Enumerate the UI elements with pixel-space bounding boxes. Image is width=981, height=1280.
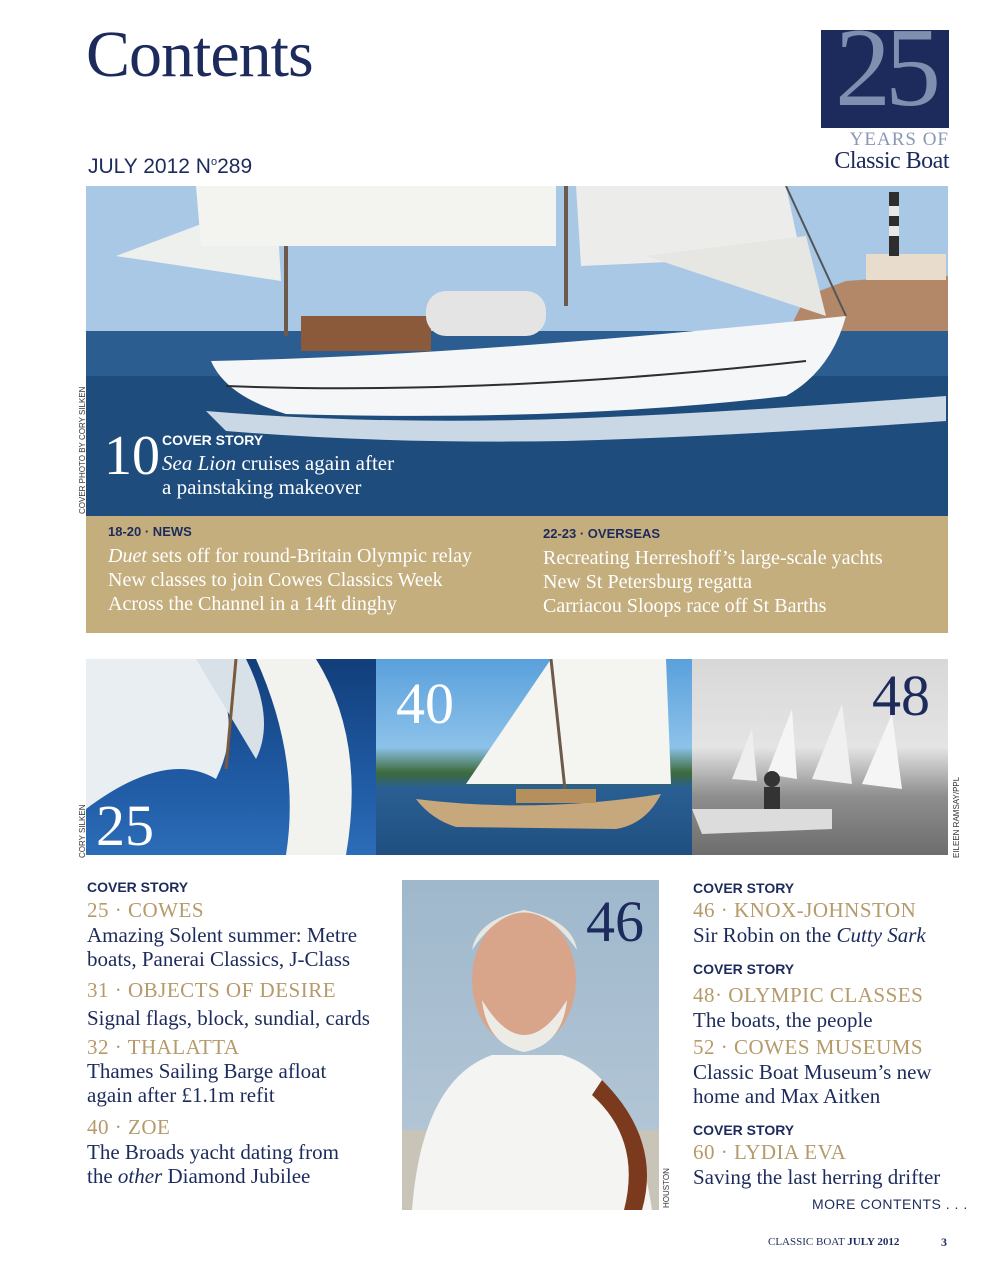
knox-line1 xyxy=(693,923,926,947)
logo-number: 25 xyxy=(835,6,935,130)
zoe-heading: 40 · ZOE xyxy=(87,1115,171,1139)
logo-brand: Classic Boat xyxy=(834,148,949,174)
thalatta-line1: Thames Sailing Barge afloat xyxy=(87,1059,327,1083)
zoe-line2-a: the xyxy=(87,1164,118,1188)
cover-story-label: COVER STORY xyxy=(162,432,264,448)
overseas-heading: 22-23 · OVERSEAS xyxy=(543,526,661,541)
issue-number: 289 xyxy=(217,155,253,178)
cover-story-line1 xyxy=(162,451,394,476)
cover-story-tag-lydia: COVER STORY xyxy=(693,1122,795,1138)
zoe-line2 xyxy=(87,1164,310,1188)
photo-zoe-number: 40 xyxy=(396,671,454,736)
photo-olympic-number: 48 xyxy=(872,663,930,728)
zoe-line2-em: other xyxy=(117,1164,163,1188)
page-footer xyxy=(768,1236,899,1248)
overseas-line2: New St Petersburg regatta xyxy=(543,571,753,593)
news-line2: New classes to join Cowes Classics Week xyxy=(108,569,443,591)
lydia-heading: 60 · LYDIA EVA xyxy=(693,1140,847,1164)
cowes-line1: Amazing Solent summer: Metre xyxy=(87,923,358,947)
news-heading: 18-20 · NEWS xyxy=(108,524,192,539)
zoe-line2-b: Diamond Jubilee xyxy=(162,1164,311,1188)
photo-cowes-number: 25 xyxy=(96,793,154,855)
more-contents-link[interactable]: MORE CONTENTS . . . xyxy=(812,1196,968,1212)
cover-story-boat: Sea Lion xyxy=(162,451,237,475)
news-line1-rest: sets off for round-Britain Olympic relay xyxy=(146,545,472,567)
overseas-line1: Recreating Herreshoff’s large-scale yachts xyxy=(543,547,883,569)
cowes-heading: 25 · COWES xyxy=(87,898,204,922)
museums-heading: 52 · COWES MUSEUMS xyxy=(693,1035,924,1059)
knox-line1-em: Cutty Sark xyxy=(836,923,926,947)
thalatta-line2: again after £1.1m refit xyxy=(87,1083,275,1107)
museums-line2: home and Max Aitken xyxy=(693,1084,881,1108)
cover-story-line2: a painstaking makeover xyxy=(162,475,362,499)
issue-prefix: JULY 2012 N xyxy=(88,155,211,178)
olympic-photo-credit: EILEEN RAMSAY/PPL xyxy=(952,776,961,858)
portrait-credit: HOUSTON xyxy=(662,1168,671,1208)
lydia-line1: Saving the last herring drifter xyxy=(693,1165,941,1189)
thalatta-heading: 32 · THALATTA xyxy=(87,1035,240,1059)
cover-story-line1-rest: cruises again after xyxy=(236,451,395,475)
cover-story-tag-olympic: COVER STORY xyxy=(693,961,795,977)
photo-zoe xyxy=(376,659,692,855)
cover-story-number: 10 xyxy=(104,425,160,487)
overseas-line3: Carriacou Sloops race off St Barths xyxy=(543,595,827,617)
footer-issue: JULY 2012 xyxy=(847,1236,900,1248)
anniversary-logo xyxy=(821,6,949,175)
photo-cowes xyxy=(86,659,376,855)
news-line1 xyxy=(108,544,472,568)
issue-sup: o xyxy=(210,156,218,168)
knox-line1-a: Sir Robin on the xyxy=(693,923,837,947)
issue-line xyxy=(88,155,252,179)
zoe-line1: The Broads yacht dating from xyxy=(87,1140,339,1164)
news-line3: Across the Channel in a 14ft dinghy xyxy=(108,593,397,615)
page-title: Contents xyxy=(86,18,313,91)
cowes-line2: boats, Panerai Classics, J-Class xyxy=(87,947,351,971)
hero-photo-credit: COVER PHOTO BY CORY SILKEN xyxy=(78,386,87,514)
footer-magazine: CLASSIC BOAT xyxy=(768,1236,845,1248)
news-line1-boat: Duet xyxy=(108,545,147,567)
photo-olympic xyxy=(692,659,948,855)
knox-heading: 46 · KNOX-JOHNSTON xyxy=(693,898,917,922)
olympic-heading: 48· OLYMPIC CLASSES xyxy=(693,983,924,1007)
objects-line1: Signal flags, block, sundial, cards xyxy=(87,1006,370,1030)
cover-story-tag-knox: COVER STORY xyxy=(693,880,795,896)
cowes-photo-credit: CORY SILKEN xyxy=(78,804,87,858)
objects-heading: 31 · OBJECTS OF DESIRE xyxy=(87,978,337,1002)
page-number: 3 xyxy=(941,1235,947,1249)
logo-years-of: YEARS OF xyxy=(849,129,949,150)
cover-story-tag-cowes: COVER STORY xyxy=(87,879,189,895)
olympic-line1: The boats, the people xyxy=(693,1008,873,1032)
knox-johnston-number: 46 xyxy=(586,889,644,954)
museums-line1: Classic Boat Museum’s new xyxy=(693,1060,932,1084)
